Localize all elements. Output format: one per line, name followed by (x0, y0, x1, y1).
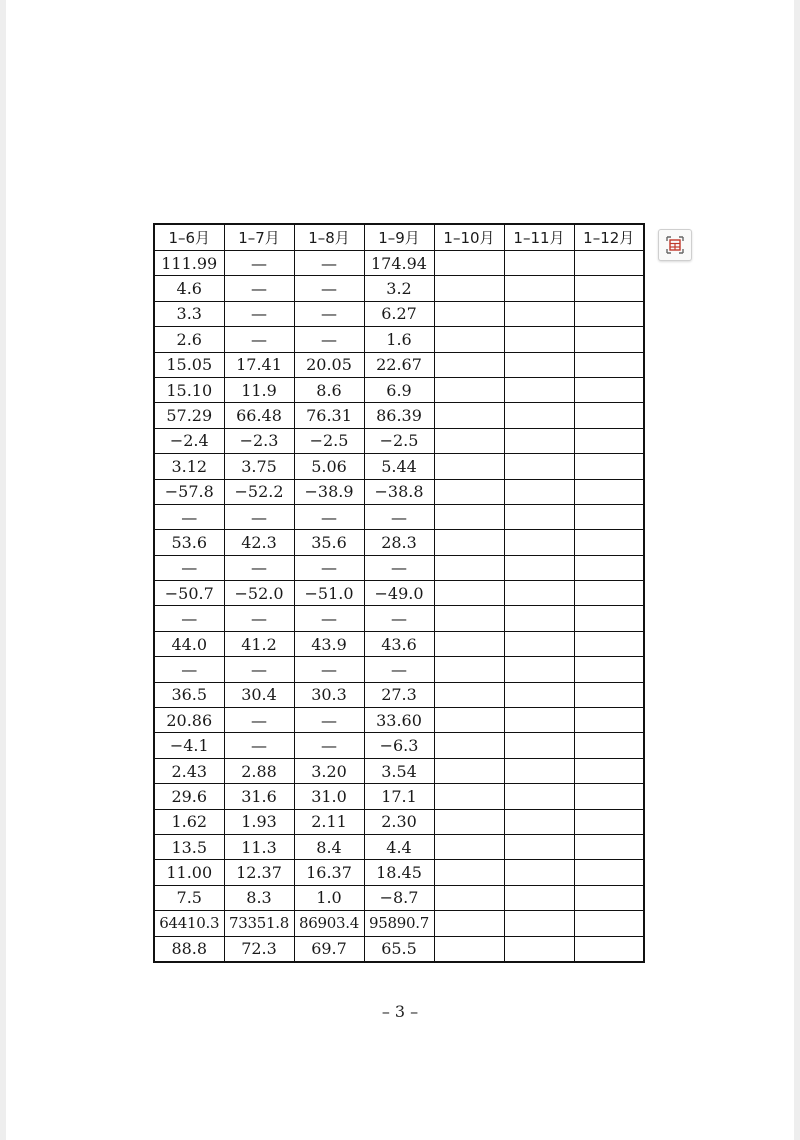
table-cell: 18.45 (364, 860, 434, 885)
table-cell (574, 708, 644, 733)
table-cell (504, 403, 574, 428)
table-cell (504, 784, 574, 809)
table-cell (434, 251, 504, 276)
table-cell: 1.6 (364, 327, 434, 352)
table-cell: 27.3 (364, 682, 434, 707)
table-cell: −50.7 (154, 581, 224, 606)
table-cell (504, 758, 574, 783)
table-calculator-icon-glyph (665, 235, 685, 255)
table-cell: −52.0 (224, 581, 294, 606)
table-cell: −2.5 (294, 428, 364, 453)
table-cell (504, 530, 574, 555)
table-cell: — (154, 555, 224, 580)
table-cell (434, 428, 504, 453)
table-cell (434, 606, 504, 631)
table-row (154, 708, 644, 733)
table-cell: — (294, 251, 364, 276)
table-cell (504, 834, 574, 859)
column-header: 1–10月 (434, 224, 504, 251)
table-cell: 6.27 (364, 301, 434, 326)
data-table (153, 223, 645, 963)
column-header: 1–8月 (294, 224, 364, 251)
table-cell (434, 885, 504, 910)
table-cell: −51.0 (294, 581, 364, 606)
table-row (154, 733, 644, 758)
table-row (154, 885, 644, 910)
table-cell (574, 504, 644, 529)
table-cell: — (154, 504, 224, 529)
table-cell: — (294, 555, 364, 580)
table-cell (574, 682, 644, 707)
table-cell: 33.60 (364, 708, 434, 733)
table-cell (574, 301, 644, 326)
table-cell (434, 301, 504, 326)
table-cell: 3.12 (154, 454, 224, 479)
table-row (154, 327, 644, 352)
table-cell (574, 251, 644, 276)
table-cell: 5.44 (364, 454, 434, 479)
table-cell (574, 860, 644, 885)
table-cell: 3.2 (364, 276, 434, 301)
table-cell (434, 377, 504, 402)
table-row (154, 834, 644, 859)
table-row (154, 403, 644, 428)
table-cell: 11.9 (224, 377, 294, 402)
table-cell: 2.88 (224, 758, 294, 783)
table-cell (574, 885, 644, 910)
table-cell (574, 631, 644, 656)
table-row (154, 631, 644, 656)
table-row (154, 530, 644, 555)
table-cell (504, 885, 574, 910)
table-cell: — (294, 606, 364, 631)
table-cell: — (154, 657, 224, 682)
table-cell (574, 581, 644, 606)
table-cell: −2.4 (154, 428, 224, 453)
table-cell: — (294, 327, 364, 352)
table-cell: −2.3 (224, 428, 294, 453)
table-cell: 4.4 (364, 834, 434, 859)
table-cell (504, 936, 574, 962)
table-cell (574, 327, 644, 352)
table-cell: 65.5 (364, 936, 434, 962)
table-cell: 174.94 (364, 251, 434, 276)
table-cell (434, 784, 504, 809)
table-cell (504, 631, 574, 656)
table-cell: −38.8 (364, 479, 434, 504)
table-cell (434, 911, 504, 936)
table-cell: 72.3 (224, 936, 294, 962)
table-cell (574, 377, 644, 402)
table-cell: — (294, 504, 364, 529)
table-row (154, 860, 644, 885)
table-cell: 36.5 (154, 682, 224, 707)
table-cell (434, 657, 504, 682)
table-cell: 1.62 (154, 809, 224, 834)
table-cell: — (294, 276, 364, 301)
table-row (154, 251, 644, 276)
table-cell (574, 403, 644, 428)
table-cell (504, 352, 574, 377)
table-cell: 8.3 (224, 885, 294, 910)
table-cell: 111.99 (154, 251, 224, 276)
table-cell (434, 708, 504, 733)
table-cell: 41.2 (224, 631, 294, 656)
table-cell (504, 657, 574, 682)
table-cell: — (224, 301, 294, 326)
table-cell (434, 352, 504, 377)
table-cell (574, 657, 644, 682)
table-cell: 86903.4 (294, 911, 364, 936)
table-cell: −52.2 (224, 479, 294, 504)
table-cell (434, 504, 504, 529)
table-cell (574, 555, 644, 580)
table-cell: 16.37 (294, 860, 364, 885)
table-cell: 53.6 (154, 530, 224, 555)
table-cell (504, 428, 574, 453)
table-cell: 3.54 (364, 758, 434, 783)
table-cell: 8.4 (294, 834, 364, 859)
table-cell: — (224, 657, 294, 682)
table-row (154, 809, 644, 834)
table-cell (434, 454, 504, 479)
table-cell (434, 834, 504, 859)
table-cell (574, 352, 644, 377)
table-cell (434, 276, 504, 301)
table-cell: −6.3 (364, 733, 434, 758)
table-cell (504, 809, 574, 834)
table-cell (434, 682, 504, 707)
table-cell: 86.39 (364, 403, 434, 428)
table-cell (434, 733, 504, 758)
table-cell: — (294, 708, 364, 733)
table-cell (434, 809, 504, 834)
table-cell (504, 682, 574, 707)
table-cell: 15.10 (154, 377, 224, 402)
table-cell (574, 606, 644, 631)
table-cell: 8.6 (294, 377, 364, 402)
table-cell: 2.30 (364, 809, 434, 834)
table-row (154, 758, 644, 783)
table-row (154, 504, 644, 529)
table-cell: — (154, 606, 224, 631)
table-cell: 43.6 (364, 631, 434, 656)
table-cell: −57.8 (154, 479, 224, 504)
table-row (154, 606, 644, 631)
table-cell: 3.20 (294, 758, 364, 783)
table-cell (504, 606, 574, 631)
table-cell: — (294, 733, 364, 758)
table-cell: 76.31 (294, 403, 364, 428)
table-cell (504, 479, 574, 504)
table-cell (574, 758, 644, 783)
table-calculator-icon[interactable] (658, 229, 692, 261)
table-cell: 4.6 (154, 276, 224, 301)
table-cell: 44.0 (154, 631, 224, 656)
table-cell (434, 860, 504, 885)
table-cell: 1.93 (224, 809, 294, 834)
table-cell: 15.05 (154, 352, 224, 377)
table-cell (504, 454, 574, 479)
table-cell (574, 911, 644, 936)
table-cell: 35.6 (294, 530, 364, 555)
table-cell (504, 581, 574, 606)
column-header: 1–6月 (154, 224, 224, 251)
table-cell: 30.3 (294, 682, 364, 707)
table-cell (434, 758, 504, 783)
table-cell (504, 708, 574, 733)
table-cell: — (224, 555, 294, 580)
table-cell: 30.4 (224, 682, 294, 707)
table-cell: — (364, 555, 434, 580)
table-cell: — (364, 504, 434, 529)
table-row (154, 911, 644, 936)
table-cell: — (224, 327, 294, 352)
table-cell: 3.3 (154, 301, 224, 326)
table-cell: 66.48 (224, 403, 294, 428)
table-cell: 3.75 (224, 454, 294, 479)
column-header: 1–9月 (364, 224, 434, 251)
table-row (154, 555, 644, 580)
table-row (154, 479, 644, 504)
table-header-row (154, 224, 644, 251)
table-cell: 5.06 (294, 454, 364, 479)
table-cell (504, 327, 574, 352)
table-cell (504, 860, 574, 885)
page-number: – 3 – (381, 1002, 419, 1021)
table-row (154, 581, 644, 606)
table-cell: 22.67 (364, 352, 434, 377)
table-cell: 7.5 (154, 885, 224, 910)
table-cell: 73351.8 (224, 911, 294, 936)
column-header: 1–12月 (574, 224, 644, 251)
table-cell: 57.29 (154, 403, 224, 428)
table-cell: 17.1 (364, 784, 434, 809)
table-cell (574, 454, 644, 479)
table-cell: −2.5 (364, 428, 434, 453)
table-cell (504, 504, 574, 529)
table-cell (434, 530, 504, 555)
table-cell: −38.9 (294, 479, 364, 504)
table-cell: 69.7 (294, 936, 364, 962)
table-cell: — (224, 606, 294, 631)
table-cell: 95890.7 (364, 911, 434, 936)
table-cell: 1.0 (294, 885, 364, 910)
table-cell (434, 555, 504, 580)
table-cell: 12.37 (224, 860, 294, 885)
table-cell (574, 530, 644, 555)
table-cell (574, 479, 644, 504)
table-row (154, 936, 644, 962)
table-cell: 20.05 (294, 352, 364, 377)
table-cell (434, 479, 504, 504)
table-cell (574, 936, 644, 962)
table-cell: 2.43 (154, 758, 224, 783)
table-cell: 43.9 (294, 631, 364, 656)
column-header: 1–7月 (224, 224, 294, 251)
table-cell (504, 251, 574, 276)
table-cell: — (364, 606, 434, 631)
table-cell: — (294, 301, 364, 326)
table-cell: 11.3 (224, 834, 294, 859)
table-cell: 20.86 (154, 708, 224, 733)
table-cell: — (224, 708, 294, 733)
table-row (154, 454, 644, 479)
table-cell (504, 555, 574, 580)
table-cell: 2.6 (154, 327, 224, 352)
table-cell: 88.8 (154, 936, 224, 962)
table-cell (574, 834, 644, 859)
table-cell (434, 403, 504, 428)
table-cell (574, 809, 644, 834)
table-row (154, 301, 644, 326)
table-cell: 17.41 (224, 352, 294, 377)
table-cell: −4.1 (154, 733, 224, 758)
table-cell (504, 911, 574, 936)
table-cell: — (224, 251, 294, 276)
table-cell (504, 377, 574, 402)
table-cell: — (224, 276, 294, 301)
table-cell: 2.11 (294, 809, 364, 834)
table-cell: −8.7 (364, 885, 434, 910)
table-cell (504, 733, 574, 758)
table-cell (504, 301, 574, 326)
table-cell: 29.6 (154, 784, 224, 809)
table-cell: −49.0 (364, 581, 434, 606)
table-row (154, 276, 644, 301)
table-cell (574, 733, 644, 758)
table-row (154, 657, 644, 682)
table-cell (504, 276, 574, 301)
table-cell: 31.0 (294, 784, 364, 809)
table-cell: 13.5 (154, 834, 224, 859)
table-cell: 42.3 (224, 530, 294, 555)
table-cell (574, 784, 644, 809)
table-cell: 28.3 (364, 530, 434, 555)
table-cell (434, 936, 504, 962)
table-cell: — (294, 657, 364, 682)
table-row (154, 682, 644, 707)
table-cell: 31.6 (224, 784, 294, 809)
table-cell (434, 327, 504, 352)
table-cell: 11.00 (154, 860, 224, 885)
table-row (154, 377, 644, 402)
table-cell: 6.9 (364, 377, 434, 402)
table-cell (574, 428, 644, 453)
table-cell (434, 581, 504, 606)
table-cell: — (224, 733, 294, 758)
table-cell: — (224, 504, 294, 529)
table-cell (434, 631, 504, 656)
column-header: 1–11月 (504, 224, 574, 251)
table-row (154, 428, 644, 453)
table-row (154, 352, 644, 377)
table-cell: 64410.3 (154, 911, 224, 936)
table-cell: — (364, 657, 434, 682)
table-row (154, 784, 644, 809)
table-cell (574, 276, 644, 301)
